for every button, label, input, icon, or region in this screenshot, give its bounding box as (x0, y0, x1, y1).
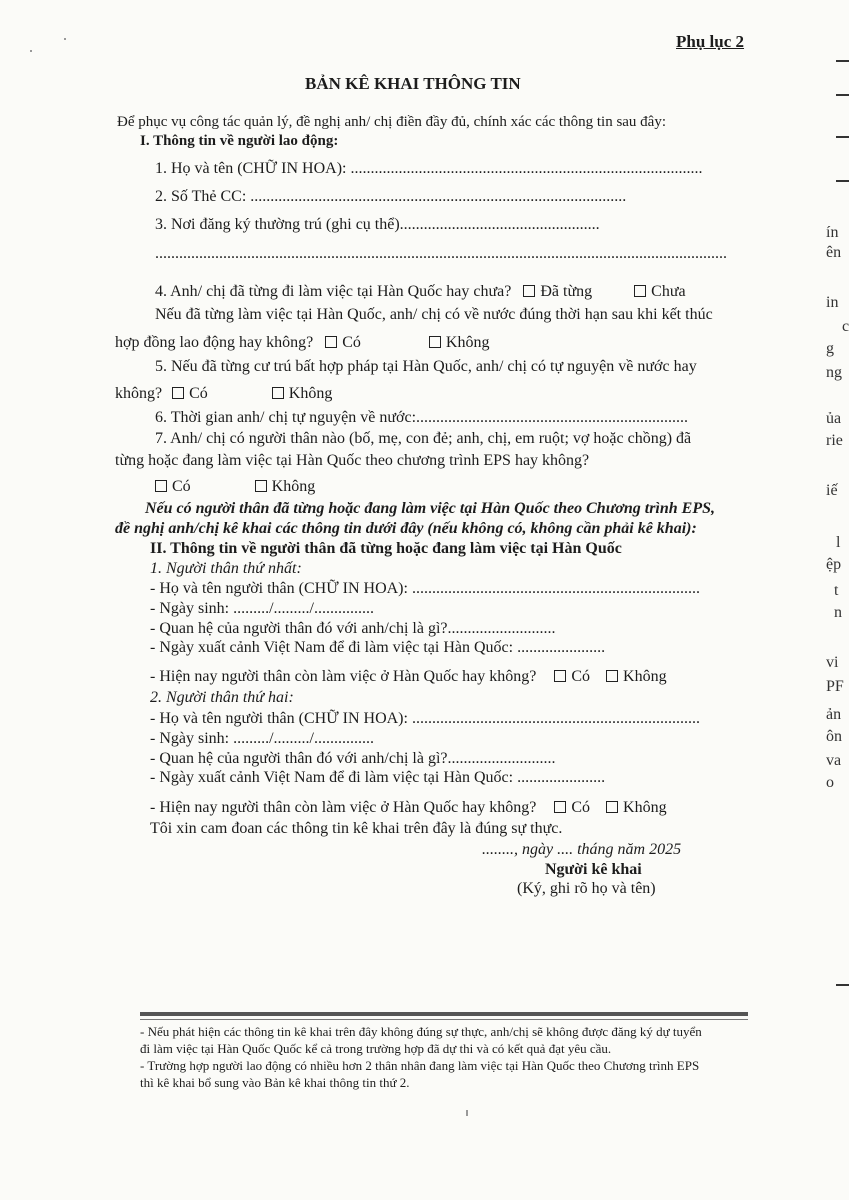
edge-text: va (826, 752, 842, 769)
relative1-name: - Họ và tên người thân (CHỮ IN HOA): ........................................................................ (150, 580, 700, 597)
q4b-line1: Nếu đã từng làm việc tại Hàn Quốc, anh/ chị có về nước đúng thời hạn sau khi kết thúc (155, 306, 713, 323)
relative2-opt-no[interactable]: Không (606, 799, 667, 816)
checkbox-icon[interactable] (523, 285, 535, 297)
relative1-working: - Hiện nay người thân còn làm việc ở Hàn Quốc hay không? Có Không (150, 668, 667, 685)
edge-text: ệp (826, 556, 842, 573)
appendix-label: Phụ lục 2 (676, 32, 745, 51)
relative1-opt-no[interactable]: Không (606, 668, 667, 685)
intro-text: Để phục vụ công tác quản lý, đề nghị anh/ chị điền đầy đủ, chính xác các thông tin sau đây: (117, 114, 667, 130)
q4-opt-no[interactable]: Chưa (634, 283, 685, 300)
edge-text: o (826, 774, 834, 791)
relative2-exit-date: - Ngày xuất cảnh Việt Nam để đi làm việc tại Hàn Quốc: ...................... (150, 769, 606, 786)
edge-text: ôn (826, 728, 842, 745)
checkbox-icon[interactable] (554, 801, 566, 813)
checkbox-icon[interactable] (606, 670, 618, 682)
footnote-divider-thin (140, 1019, 748, 1020)
checkbox-icon[interactable] (172, 387, 184, 399)
edge-text: n (834, 604, 842, 621)
scan-speck (466, 1110, 468, 1116)
scan-speck (64, 38, 66, 40)
q4-text: 4. Anh/ chị đã từng đi làm việc tại Hàn Quốc hay chưa? (155, 283, 512, 300)
scan-speck (30, 50, 32, 52)
relative1-dob: - Ngày sinh: ........./........./............... (150, 600, 374, 617)
relative1-label: 1. Người thân thứ nhất: (150, 560, 302, 577)
footnote-1-line1: - Nếu phát hiện các thông tin kê khai trên đây không đúng sự thực, anh/chị sẽ không được đăng ký dự tuyển (140, 1024, 702, 1039)
edge-dash (836, 180, 849, 182)
edge-text: rie (826, 432, 843, 449)
q1-fullname: 1. Họ và tên (CHỮ IN HOA): ........................................................................................ (155, 160, 703, 177)
edge-text: g (826, 340, 834, 357)
q4b-opt-no[interactable]: Không (429, 334, 490, 351)
q4-opt-yes[interactable]: Đã từng (523, 283, 592, 300)
relative1-exit-date: - Ngày xuất cảnh Việt Nam để đi làm việc tại Hàn Quốc: ...................... (150, 639, 606, 656)
checkbox-icon[interactable] (429, 336, 441, 348)
section1-heading: I. Thông tin về người lao động: (140, 133, 339, 149)
edge-dash (836, 984, 849, 986)
q7-line2: từng hoặc đang làm việc tại Hàn Quốc theo chương trình EPS hay không? (115, 452, 590, 469)
footnote-2-line2: thì kê khai bổ sung vào Bản kê khai thông tin thứ 2. (140, 1075, 410, 1090)
relative2-dob: - Ngày sinh: ........./........./............... (150, 730, 374, 747)
q7-line1: 7. Anh/ chị có người thân nào (bố, mẹ, con đẻ; anh, chị, em ruột; vợ hoặc chồng) đã (155, 430, 692, 447)
q5-opt-yes[interactable]: Có (172, 385, 208, 402)
edge-text: ng (826, 364, 842, 381)
edge-text: t (834, 582, 839, 599)
notice-line1: Nếu có người thân đã từng hoặc đang làm việc tại Hàn Quốc theo Chương trình EPS, (145, 500, 716, 517)
signature-note: (Ký, ghi rõ họ và tên) (517, 880, 656, 897)
relative1-opt-yes[interactable]: Có (554, 668, 590, 685)
edge-dash (836, 94, 849, 96)
commitment-text: Tôi xin cam đoan các thông tin kê khai trên đây là đúng sự thực. (150, 820, 563, 837)
relative2-label: 2. Người thân thứ hai: (150, 689, 294, 706)
relative1-relation: - Quan hệ của người thân đó với anh/chị là gì?........................... (150, 620, 556, 637)
q7-options (155, 478, 315, 496)
checkbox-icon[interactable] (634, 285, 646, 297)
edge-text: ín (826, 224, 839, 241)
footnote-2-line1: - Trường hợp người lao động có nhiều hơn 2 thân nhân đang làm việc tại Hàn Quốc theo Chương trình EPS (140, 1058, 700, 1073)
q2-id-card: 2. Số Thẻ CC: .............................................................................................. (155, 188, 627, 205)
q6-return-time: 6. Thời gian anh/ chị tự nguyện về nước:.................................................................... (155, 409, 689, 426)
checkbox-icon[interactable] (272, 387, 284, 399)
edge-dash (836, 60, 849, 62)
edge-dash (836, 136, 849, 138)
page-title: BẢN KÊ KHAI THÔNG TIN (305, 74, 521, 93)
edge-text: ên (826, 244, 842, 261)
edge-text: ản (826, 706, 842, 723)
edge-text: iế (826, 482, 838, 499)
signature-date: ........, ngày .... tháng năm 2025 (482, 841, 682, 858)
notice-line2: đề nghị anh/chị kê khai các thông tin dưới đây (nếu không có, không cần phải kê khai): (115, 520, 697, 537)
relative2-opt-yes[interactable]: Có (554, 799, 590, 816)
q4b-opt-yes[interactable]: Có (325, 334, 361, 351)
relative2-working: - Hiện nay người thân còn làm việc ở Hàn Quốc hay không? Có Không (150, 799, 667, 816)
q5-opt-no[interactable]: Không (272, 385, 333, 402)
edge-text: ủa (826, 410, 842, 427)
relative2-name: - Họ và tên người thân (CHỮ IN HOA): ........................................................................ (150, 710, 700, 727)
edge-text: vi (826, 654, 839, 671)
q5-line2: không? Có Không (115, 385, 333, 402)
q5-line1: 5. Nếu đã từng cư trú bất hợp pháp tại Hàn Quốc, anh/ chị có tự nguyện về nước hay (155, 358, 697, 375)
section2-heading: II. Thông tin về người thân đã từng hoặc đang làm việc tại Hàn Quốc (150, 540, 622, 557)
footnote-1-line2: đi làm việc tại Hàn Quốc Quốc kể cả trong trường hợp đã dự thi và có kết quả đạt yêu cầu. (140, 1041, 612, 1056)
checkbox-icon[interactable] (325, 336, 337, 348)
checkbox-icon[interactable] (554, 670, 566, 682)
q3-residence: 3. Nơi đăng ký thường trú (ghi cụ thể).................................................. (155, 216, 600, 233)
q7-opt-yes[interactable]: Có (155, 478, 191, 495)
footnote-divider (140, 1012, 748, 1016)
edge-text: c (842, 318, 849, 335)
q7-opt-no[interactable]: Không (255, 478, 316, 495)
checkbox-icon[interactable] (255, 480, 267, 492)
edge-text: in (826, 294, 839, 311)
q3-residence-line2: ............................................................................................................................................... (155, 245, 727, 262)
edge-text: l (836, 534, 841, 551)
checkbox-icon[interactable] (155, 480, 167, 492)
relative2-relation: - Quan hệ của người thân đó với anh/chị là gì?........................... (150, 750, 556, 767)
edge-text: PF (826, 678, 844, 695)
q4b-line2: hợp đồng lao động hay không? Có Không (115, 334, 490, 351)
q4-worked-korea (155, 283, 686, 301)
signature-title: Người kê khai (545, 861, 642, 878)
checkbox-icon[interactable] (606, 801, 618, 813)
